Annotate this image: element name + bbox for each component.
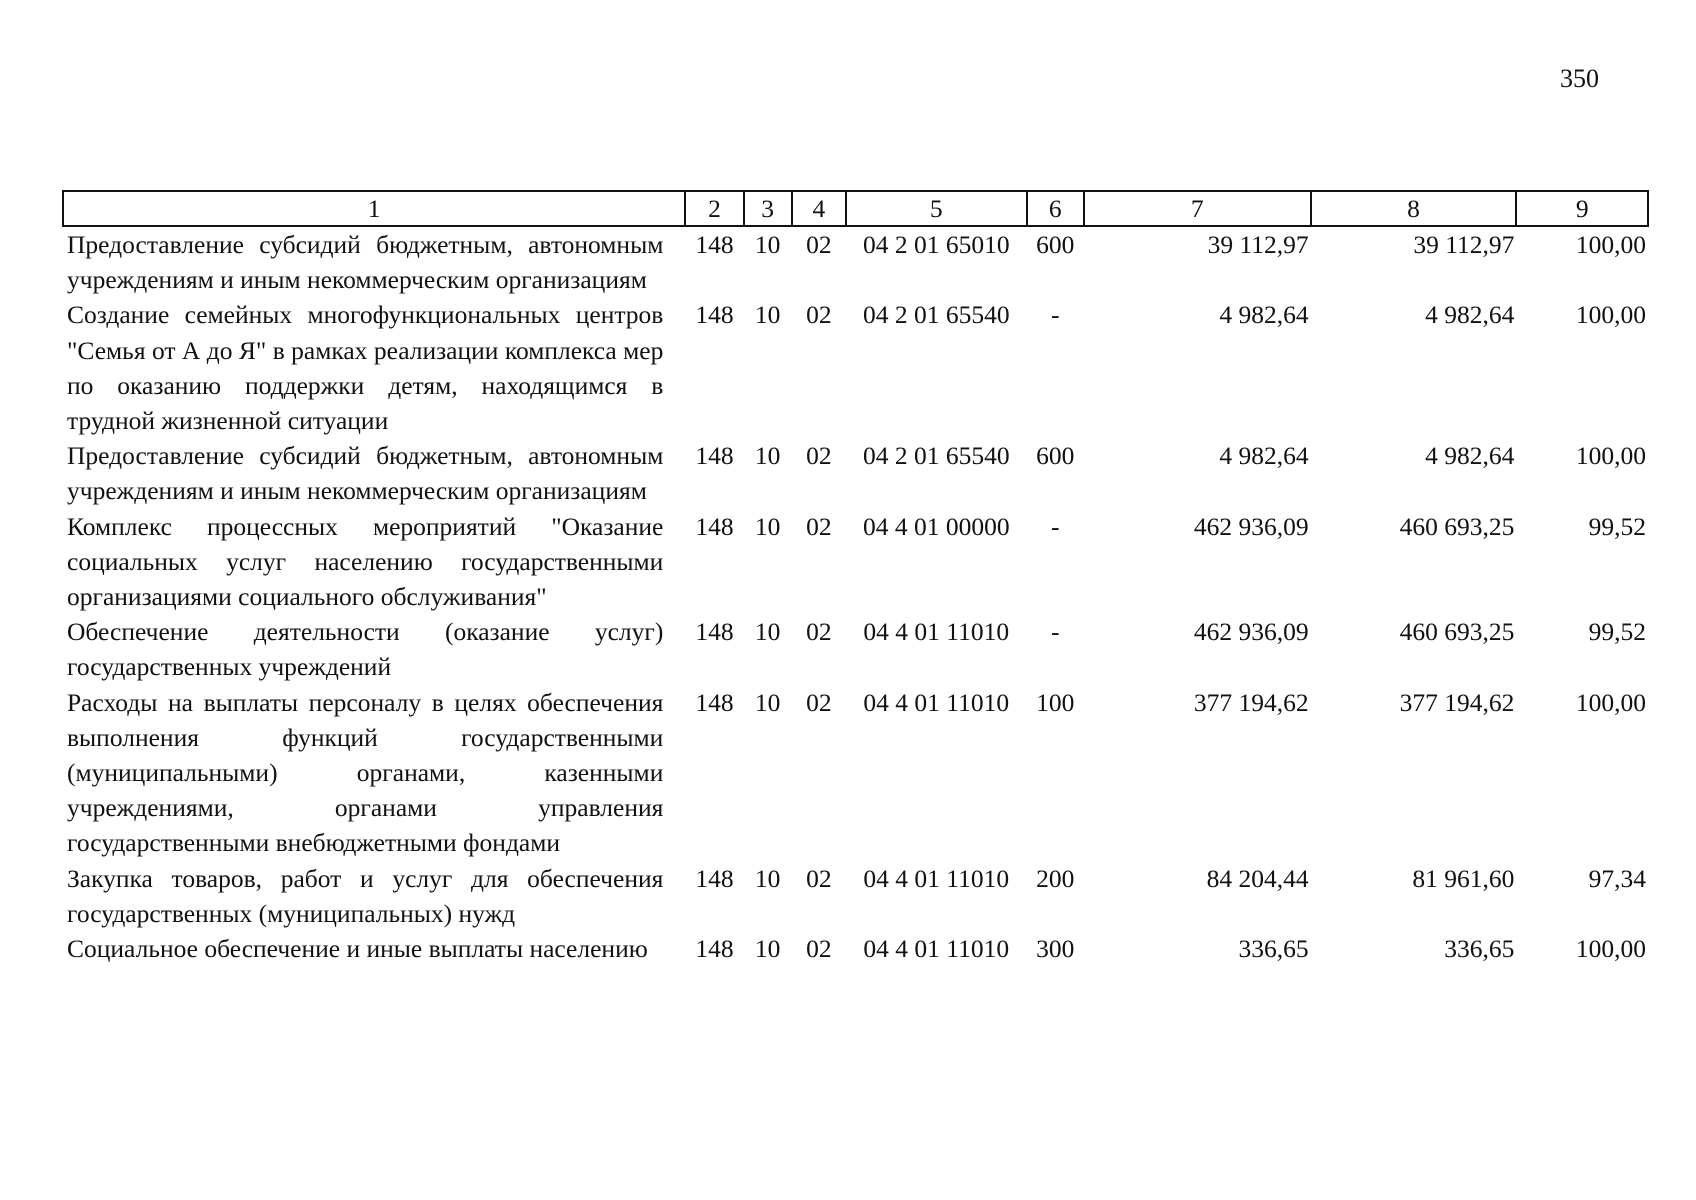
subsection-code: 02 xyxy=(806,300,832,330)
target-article-code: 04 4 01 11010 xyxy=(863,934,1010,964)
subsection-code: 02 xyxy=(806,511,832,541)
table-row xyxy=(63,685,1648,861)
target-article-code: 04 4 01 11010 xyxy=(863,617,1010,647)
table-row xyxy=(63,509,1648,615)
header-cell: 7 xyxy=(1084,191,1311,226)
admin-code: 148 xyxy=(695,230,734,259)
table-header-row xyxy=(63,191,1648,226)
subsection-code: 02 xyxy=(806,863,832,893)
executed-amount: 336,65 xyxy=(1444,934,1515,964)
execution-percent: 100,00 xyxy=(1575,441,1646,471)
target-article-code: 04 4 01 11010 xyxy=(863,687,1010,717)
admin-code: 148 xyxy=(695,300,734,330)
executed-amount: 81 961,60 xyxy=(1412,863,1515,893)
execution-percent: 100,00 xyxy=(1575,687,1646,717)
table-row xyxy=(63,438,1648,508)
expense-name: Закупка товаров, работ и услуг для обеспечения государственных (муниципальных) нужд xyxy=(67,863,664,928)
expense-type-code: - xyxy=(1050,300,1060,330)
planned-amount: 336,65 xyxy=(1238,934,1309,964)
execution-percent: 100,00 xyxy=(1575,300,1646,330)
header-cell: 1 xyxy=(63,191,685,226)
planned-amount: 84 204,44 xyxy=(1206,863,1309,893)
admin-code: 148 xyxy=(695,687,734,717)
section-code: 10 xyxy=(754,687,781,717)
execution-percent: 99,52 xyxy=(1588,511,1646,541)
table-row xyxy=(63,931,1648,966)
section-code: 10 xyxy=(754,300,781,330)
planned-amount: 4 982,64 xyxy=(1219,441,1309,471)
execution-percent: 100,00 xyxy=(1575,934,1646,964)
subsection-code: 02 xyxy=(806,687,832,717)
expense-type-code: 200 xyxy=(1036,863,1075,893)
executed-amount: 39 112,97 xyxy=(1413,230,1515,259)
expense-type-code: 600 xyxy=(1036,441,1075,471)
subsection-code: 02 xyxy=(806,230,832,259)
admin-code: 148 xyxy=(695,617,734,647)
header-cell: 2 xyxy=(685,191,743,226)
planned-amount: 462 936,09 xyxy=(1193,511,1309,541)
expense-name: Обеспечение деятельности (оказание услуг) государственных учреждений xyxy=(67,617,664,682)
planned-amount: 462 936,09 xyxy=(1193,617,1309,647)
expense-type-code: 100 xyxy=(1036,687,1075,717)
section-code: 10 xyxy=(754,230,781,259)
section-code: 10 xyxy=(754,934,781,964)
expense-name: Предоставление субсидий бюджетным, автономным учреждениям и иным некоммерческим организациям xyxy=(67,230,664,295)
admin-code: 148 xyxy=(695,511,734,541)
expense-name: Предоставление субсидий бюджетным, автономным учреждениям и иным некоммерческим организациям xyxy=(67,441,664,506)
target-article-code: 04 4 01 00000 xyxy=(862,511,1010,541)
table-row xyxy=(63,297,1648,438)
section-code: 10 xyxy=(754,441,781,471)
expense-name: Создание семейных многофункциональных центров "Семья от А до Я" в рамках реализации комплекса мер по оказанию поддержки детям, находящимся в трудной жизненной ситуации xyxy=(67,300,664,436)
executed-amount: 460 693,25 xyxy=(1399,511,1515,541)
planned-amount: 4 982,64 xyxy=(1219,300,1309,330)
expense-name: Расходы на выплаты персоналу в целях обеспечения выполнения функций государственными (муниципальными) органами, казенными учреждениями, органами управления государственными внебюджетными фондами xyxy=(67,687,664,858)
executed-amount: 460 693,25 xyxy=(1399,617,1515,647)
target-article-code: 04 2 01 65540 xyxy=(862,300,1010,330)
header-cell: 8 xyxy=(1311,191,1517,226)
header-cell: 5 xyxy=(846,191,1027,226)
table-row xyxy=(63,614,1648,684)
section-code: 10 xyxy=(754,617,781,647)
subsection-code: 02 xyxy=(806,441,832,471)
execution-percent: 100,00 xyxy=(1575,230,1646,259)
subsection-code: 02 xyxy=(806,934,832,964)
expense-name: Социальное обеспечение и иные выплаты населению xyxy=(67,934,648,964)
section-code: 10 xyxy=(754,863,781,893)
planned-amount: 39 112,97 xyxy=(1207,230,1309,259)
expense-type-code: - xyxy=(1050,617,1060,647)
admin-code: 148 xyxy=(695,441,734,471)
header-cell: 9 xyxy=(1516,191,1648,226)
target-article-code: 04 2 01 65540 xyxy=(862,441,1010,471)
expense-name: Комплекс процессных мероприятий "Оказание социальных услуг населению государственными организациями социального обслуживания" xyxy=(67,511,664,612)
header-cell: 6 xyxy=(1027,191,1084,226)
header-cell: 4 xyxy=(792,191,846,226)
execution-percent: 97,34 xyxy=(1588,863,1646,893)
expense-type-code: 600 xyxy=(1036,230,1075,259)
expense-type-code: - xyxy=(1050,511,1060,541)
table-row xyxy=(63,861,1648,931)
executed-amount: 377 194,62 xyxy=(1399,687,1515,717)
page-number: 350 xyxy=(1560,64,1599,93)
expense-type-code: 300 xyxy=(1036,934,1075,964)
admin-code: 148 xyxy=(695,863,734,893)
subsection-code: 02 xyxy=(806,617,832,647)
planned-amount: 377 194,62 xyxy=(1193,687,1309,717)
header-cell: 3 xyxy=(744,191,792,226)
target-article-code: 04 2 01 65010 xyxy=(862,230,1010,259)
executed-amount: 4 982,64 xyxy=(1425,300,1515,330)
target-article-code: 04 4 01 11010 xyxy=(863,863,1010,893)
section-code: 10 xyxy=(754,511,781,541)
budget-table xyxy=(62,190,1649,966)
admin-code: 148 xyxy=(695,934,734,964)
executed-amount: 4 982,64 xyxy=(1425,441,1515,471)
table-row xyxy=(63,226,1648,297)
execution-percent: 99,52 xyxy=(1588,617,1646,647)
